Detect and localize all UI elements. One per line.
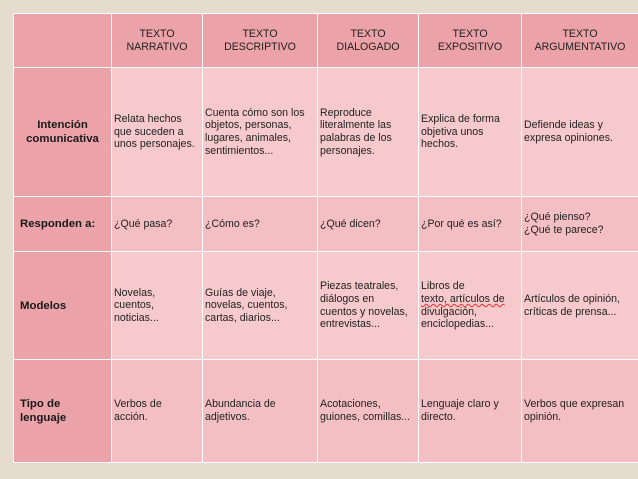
- cell-responden-narrativo: [112, 197, 203, 252]
- cell-intencion-dialogado: [318, 68, 419, 197]
- row-label-line: lenguaje: [20, 412, 67, 424]
- header-narrativo: [112, 14, 203, 68]
- cell-line: directo.: [421, 411, 456, 423]
- row-lenguaje: [14, 360, 638, 463]
- cell-line: diálogos en: [320, 292, 375, 305]
- cell-line: ¿Por qué es así?: [421, 217, 502, 230]
- row-label-responden: [14, 197, 112, 252]
- cell-lenguaje-expositivo: [419, 360, 522, 463]
- row-responden: [14, 197, 638, 252]
- cell-line: divulgación,: [421, 305, 477, 318]
- cell-line: Guías de viaje,: [205, 286, 276, 299]
- cell-line: texto, artículos de: [421, 292, 505, 305]
- cell-line: Artículos de opinión,: [524, 292, 620, 305]
- cell-intencion-narrativo: [112, 68, 203, 197]
- cell-line: adjetivos.: [205, 411, 250, 423]
- cell-modelos-descriptivo: [203, 252, 318, 360]
- cell-line: Piezas teatrales,: [320, 280, 399, 293]
- cell-modelos-expositivo: [419, 252, 522, 360]
- row-label-intencion: [14, 68, 112, 197]
- header-line: TEXTO: [242, 27, 278, 40]
- header-line: TEXTO: [562, 27, 598, 40]
- corner-cell: [14, 14, 112, 68]
- cell-line: acción.: [114, 411, 148, 423]
- cell-line: Verbos de: [114, 398, 162, 411]
- cell-line: Lenguaje claro y: [421, 398, 499, 411]
- cell-modelos-narrativo: [112, 252, 203, 360]
- cell-responden-descriptivo: [203, 197, 318, 252]
- cell-line: noticias...: [114, 311, 159, 324]
- cell-line: hechos.: [421, 138, 459, 151]
- cell-line: ¿Qué dicen?: [320, 217, 381, 230]
- cell-line: guiones, comillas...: [320, 411, 411, 423]
- cell-line: literalmente las: [320, 119, 392, 132]
- header-line: TEXTO: [452, 27, 488, 40]
- header-expositivo: [419, 14, 522, 68]
- cell-line: entrevistas...: [320, 318, 381, 331]
- cell-line: Cuenta cómo son los: [205, 106, 305, 119]
- header-line: ARGUMENTATIVO: [534, 40, 626, 53]
- cell-line: ¿Qué pienso?: [524, 211, 591, 224]
- cell-line: Defiende ideas y: [524, 119, 603, 132]
- header-line: DESCRIPTIVO: [224, 40, 296, 53]
- cell-lenguaje-dialogado: [318, 360, 419, 463]
- header-line: NARRATIVO: [126, 40, 188, 53]
- cell-modelos-dialogado: [318, 252, 419, 360]
- row-label-line: Responden a:: [20, 218, 96, 230]
- row-label-line: Intención: [37, 119, 88, 131]
- row-label-line: Modelos: [20, 299, 67, 312]
- text-types-table: [13, 13, 638, 463]
- cell-line: cuentos y novelas,: [320, 305, 408, 318]
- cell-line: Relata hechos: [114, 113, 182, 126]
- cell-intencion-argumentativo: [522, 68, 638, 197]
- cell-line: objetiva unos: [421, 125, 484, 138]
- header-line: TEXTO: [139, 27, 175, 40]
- cell-responden-argumentativo: [522, 197, 638, 252]
- cell-lenguaje-narrativo: [112, 360, 203, 463]
- cell-line: unos personajes.: [114, 138, 195, 151]
- cell-line: enciclopedias...: [421, 318, 495, 331]
- row-label-line: Tipo de: [20, 398, 61, 410]
- row-label-lenguaje: [14, 360, 112, 463]
- header-line: DIALOGADO: [336, 40, 400, 53]
- cell-line: palabras de los: [320, 132, 392, 144]
- row-label-modelos: [14, 252, 112, 360]
- cell-line: ¿Cómo es?: [205, 217, 260, 230]
- row-label-line: comunicativa: [26, 133, 99, 145]
- header-line: TEXTO: [350, 27, 386, 40]
- cell-line: Abundancia de: [205, 398, 276, 411]
- header-line: EXPOSITIVO: [437, 40, 503, 53]
- cell-line: Reproduce: [320, 106, 372, 119]
- cell-line: personajes.: [320, 144, 375, 157]
- cell-responden-expositivo: [419, 197, 522, 252]
- cell-line: Acotaciones,: [320, 398, 381, 411]
- header-argumentativo: [522, 14, 638, 68]
- cell-line: que suceden a: [114, 125, 184, 138]
- cell-line: cuentos,: [114, 299, 155, 312]
- cell-line: lugares, animales,: [205, 132, 291, 144]
- cell-intencion-expositivo: [419, 68, 522, 197]
- cell-line: Novelas,: [114, 286, 156, 299]
- cell-line: objetos, personas,: [205, 119, 292, 132]
- header-row: [14, 14, 638, 68]
- cell-line: ¿Qué te parece?: [524, 224, 604, 236]
- cell-line: críticas de prensa...: [524, 305, 617, 318]
- header-dialogado: [318, 14, 419, 68]
- cell-responden-dialogado: [318, 197, 419, 252]
- cell-intencion-descriptivo: [203, 68, 318, 197]
- cell-lenguaje-descriptivo: [203, 360, 318, 463]
- cell-line: Explica de forma: [421, 113, 500, 126]
- cell-line: Verbos que expresan: [524, 398, 625, 411]
- cell-line: expresa opiniones.: [524, 132, 613, 144]
- row-modelos: [14, 252, 638, 360]
- cell-modelos-argumentativo: [522, 252, 638, 360]
- cell-line: opinión.: [524, 411, 562, 423]
- row-intencion: [14, 68, 638, 197]
- cell-line: ¿Qué pasa?: [114, 217, 173, 230]
- cell-line: Libros de: [421, 280, 465, 293]
- cell-line: sentimientos...: [205, 144, 274, 157]
- cell-line: cartas, diarios...: [205, 311, 280, 324]
- header-descriptivo: [203, 14, 318, 68]
- cell-lenguaje-argumentativo: [522, 360, 638, 463]
- slide: [13, 13, 638, 462]
- cell-line: novelas, cuentos,: [205, 299, 288, 312]
